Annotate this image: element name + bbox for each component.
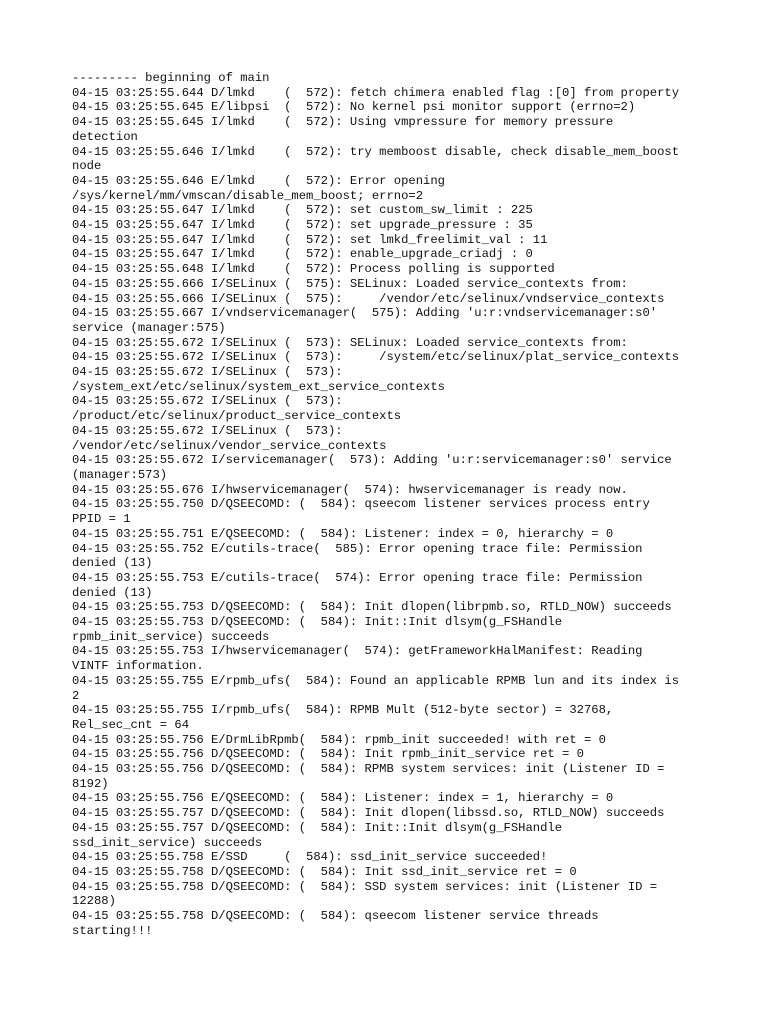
log-line: 04-15 03:25:55.672 I/SELinux ( 573): /system/etc/selinux/plat_service_contexts	[72, 350, 680, 365]
log-line: --------- beginning of main	[72, 71, 270, 85]
log-line: 04-15 03:25:55.757 D/QSEECOMD: ( 584): Init::Init dlsym(g_FSHandle	[72, 820, 563, 835]
log-line: 04-15 03:25:55.753 E/cutils-trace( 574): Error opening trace file: Permission	[72, 570, 643, 585]
log-line: 04-15 03:25:55.756 D/QSEECOMD: ( 584): RPMB system services: init (Listener ID =	[72, 762, 665, 777]
log-line: 8192)	[72, 776, 109, 791]
log-line: 04-15 03:25:55.757 D/QSEECOMD: ( 584): Init dlopen(libssd.so, RTLD_NOW) succeeds	[72, 806, 665, 821]
log-body	[72, 71, 712, 938]
log-line: Rel_sec_cnt = 64	[72, 717, 190, 732]
log-line: (manager:573)	[72, 467, 168, 482]
log-line: /system_ext/etc/selinux/system_ext_service_contexts	[72, 379, 445, 394]
log-line: 04-15 03:25:55.647 I/lmkd ( 572): enable_upgrade_criadj : 0	[72, 247, 533, 262]
log-line: 04-15 03:25:55.648 I/lmkd ( 572): Process polling is supported	[72, 262, 555, 277]
log-line: 12288)	[72, 894, 116, 909]
log-line: 04-15 03:25:55.758 E/SSD ( 584): ssd_init_service succeeded!	[72, 850, 548, 865]
log-line: 04-15 03:25:55.646 I/lmkd ( 572): try memboost disable, check disable_mem_boost	[72, 144, 680, 159]
log-line: 04-15 03:25:55.667 I/vndservicemanager( 575): Adding 'u:r:vndservicemanager:s0'	[72, 306, 658, 321]
log-line: 04-15 03:25:55.645 E/libpsi ( 572): No kernel psi monitor support (errno=2)	[72, 100, 636, 115]
log-line: 04-15 03:25:55.751 E/QSEECOMD: ( 584): Listener: index = 0, hierarchy = 0	[72, 526, 614, 541]
log-line: rpmb_init_service) succeeds	[72, 629, 270, 644]
log-line: 04-15 03:25:55.755 I/rpmb_ufs( 584): RPMB Mult (512-byte sector) = 32768,	[72, 703, 614, 718]
log-document	[72, 71, 712, 938]
log-line: 04-15 03:25:55.758 D/QSEECOMD: ( 584): SSD system services: init (Listener ID =	[72, 879, 658, 894]
log-line: 04-15 03:25:55.753 D/QSEECOMD: ( 584): Init::Init dlsym(g_FSHandle	[72, 615, 563, 630]
log-line: 04-15 03:25:55.644 D/lmkd ( 572): fetch chimera enabled flag :[0] from property	[72, 85, 680, 100]
log-line: node	[72, 159, 102, 174]
log-line: /product/etc/selinux/product_service_contexts	[72, 409, 402, 424]
log-line: 04-15 03:25:55.647 I/lmkd ( 572): set custom_sw_limit : 225	[72, 203, 533, 218]
log-line: denied (13)	[72, 556, 153, 571]
log-line: 04-15 03:25:55.672 I/SELinux ( 573):	[72, 423, 343, 438]
log-line: /sys/kernel/mm/vmscan/disable_mem_boost; errno=2	[72, 188, 424, 203]
log-line: 04-15 03:25:55.676 I/hwservicemanager( 574): hwservicemanager is ready now.	[72, 482, 628, 497]
log-line: 04-15 03:25:55.672 I/servicemanager( 573): Adding 'u:r:servicemanager:s0' service	[72, 453, 672, 468]
log-line: 04-15 03:25:55.672 I/SELinux ( 573):	[72, 394, 343, 409]
log-line: 04-15 03:25:55.666 I/SELinux ( 575): SELinux: Loaded service_contexts from:	[72, 276, 628, 291]
log-line: PPID = 1	[72, 512, 131, 527]
log-line: VINTF information.	[72, 659, 204, 674]
log-line: 04-15 03:25:55.758 D/QSEECOMD: ( 584): Init ssd_init_service ret = 0	[72, 864, 577, 879]
log-line: 04-15 03:25:55.752 E/cutils-trace( 585): Error opening trace file: Permission	[72, 541, 643, 556]
log-line: 04-15 03:25:55.647 I/lmkd ( 572): set lmkd_freelimit_val : 11	[72, 232, 548, 247]
log-line: 04-15 03:25:55.647 I/lmkd ( 572): set upgrade_pressure : 35	[72, 218, 533, 233]
log-line: 04-15 03:25:55.750 D/QSEECOMD: ( 584): qseecom listener services process entry	[72, 497, 650, 512]
log-line: denied (13)	[72, 585, 153, 600]
log-line: 04-15 03:25:55.755 E/rpmb_ufs( 584): Found an applicable RPMB lun and its index is	[72, 673, 680, 688]
log-line: starting!!!	[72, 923, 153, 938]
log-line: 04-15 03:25:55.753 I/hwservicemanager( 574): getFrameworkHalManifest: Reading	[72, 644, 643, 659]
log-line: 04-15 03:25:55.753 D/QSEECOMD: ( 584): Init dlopen(librpmb.so, RTLD_NOW) succeeds	[72, 600, 672, 615]
log-line: service (manager:575)	[72, 320, 226, 335]
log-line: 04-15 03:25:55.758 D/QSEECOMD: ( 584): qseecom listener service threads	[72, 909, 599, 924]
log-line: ssd_init_service) succeeds	[72, 835, 263, 850]
log-line: /vendor/etc/selinux/vendor_service_contexts	[72, 438, 387, 453]
log-line: 04-15 03:25:55.645 I/lmkd ( 572): Using vmpressure for memory pressure	[72, 115, 614, 130]
log-line: 04-15 03:25:55.672 I/SELinux ( 573):	[72, 365, 343, 380]
log-line: 04-15 03:25:55.756 D/QSEECOMD: ( 584): Init rpmb_init_service ret = 0	[72, 747, 584, 762]
log-line: 04-15 03:25:55.756 E/QSEECOMD: ( 584): Listener: index = 1, hierarchy = 0	[72, 791, 614, 806]
log-line: 04-15 03:25:55.666 I/SELinux ( 575): /vendor/etc/selinux/vndservice_contexts	[72, 291, 665, 306]
log-line: 04-15 03:25:55.646 E/lmkd ( 572): Error opening	[72, 173, 445, 188]
log-line: 04-15 03:25:55.672 I/SELinux ( 573): SELinux: Loaded service_contexts from:	[72, 335, 628, 350]
log-line: 04-15 03:25:55.756 E/DrmLibRpmb( 584): rpmb_init succeeded! with ret = 0	[72, 732, 606, 747]
log-line: 2	[72, 688, 80, 703]
log-line: detection	[72, 129, 138, 144]
